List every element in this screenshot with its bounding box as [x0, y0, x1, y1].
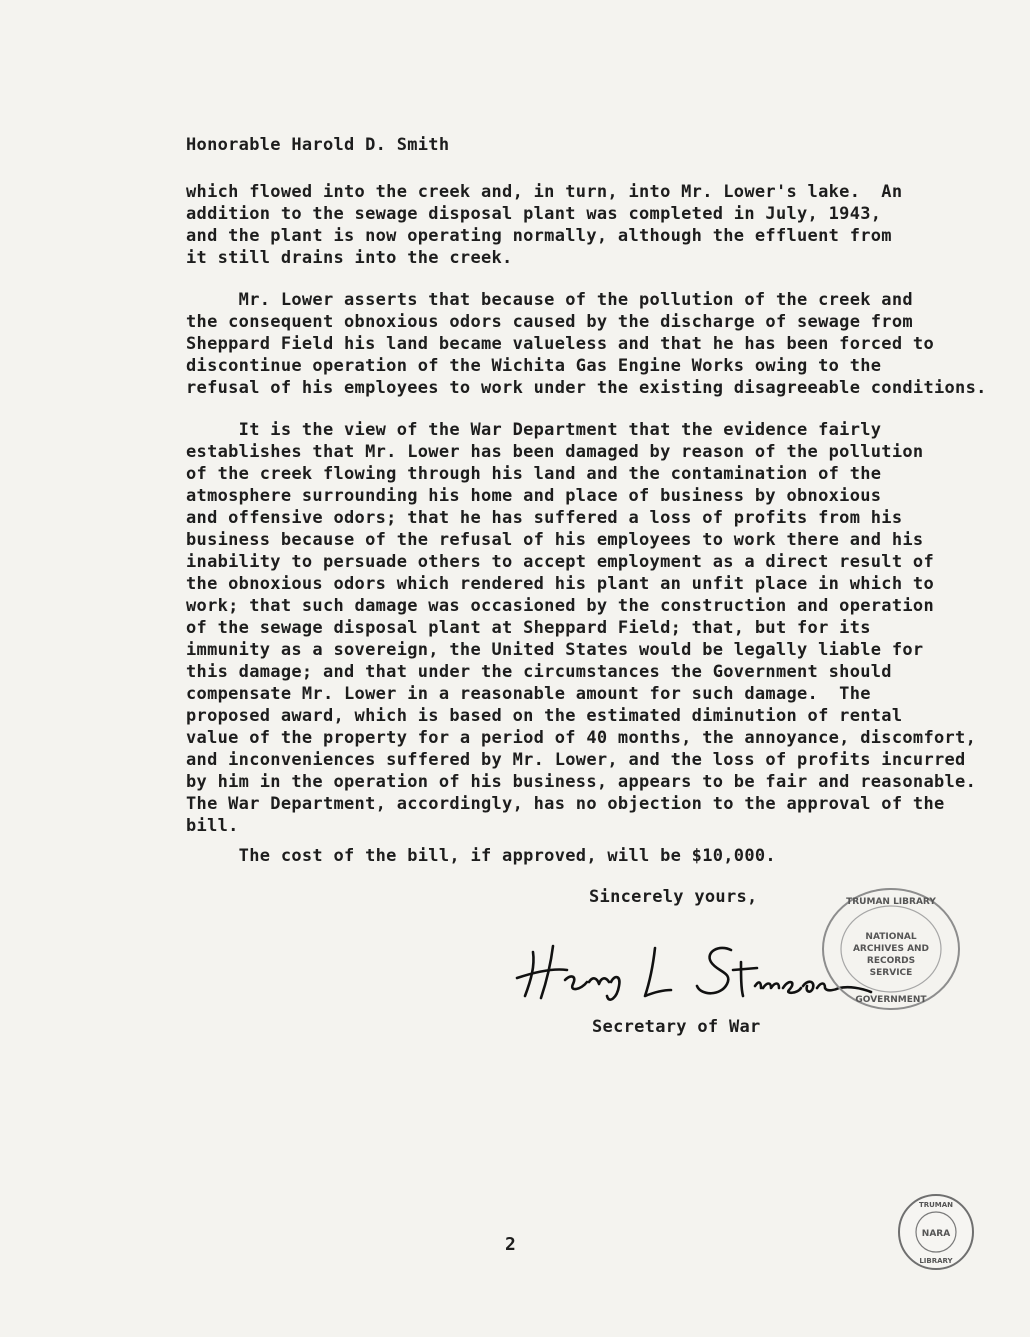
- paragraph-2-line-2: the consequent obnoxious odors caused by the discharge of sewage from: [186, 312, 913, 332]
- paragraph-3-line-10: of the sewage disposal plant at Sheppard Field; that, but for its: [186, 618, 871, 638]
- paragraph-1-line-2: addition to the sewage disposal plant was completed in July, 1943,: [186, 204, 882, 224]
- svg-text:SERVICE: SERVICE: [869, 968, 913, 978]
- paragraph-3-line-9: work; that such damage was occasioned by the construction and operation: [186, 596, 934, 616]
- paragraph-3-line-11: immunity as a sovereign, the United States would be legally liable for: [186, 640, 924, 660]
- paragraph-3-line-5: and offensive odors; that he has suffered a loss of profits from his: [186, 508, 903, 528]
- svg-text:TRUMAN LIBRARY: TRUMAN LIBRARY: [846, 897, 936, 907]
- paragraph-3-line-3: of the creek flowing through his land and the contamination of the: [186, 464, 882, 484]
- svg-text:NATIONAL: NATIONAL: [865, 932, 917, 942]
- svg-text:GOVERNMENT: GOVERNMENT: [855, 995, 927, 1005]
- paragraph-3-line-6: business because of the refusal of his employees to work there and his: [186, 530, 924, 550]
- addressee-line: Honorable Harold D. Smith: [186, 135, 450, 155]
- nara-library-stamp: [896, 1192, 976, 1272]
- paragraph-3-line-17: by him in the operation of his business, appears to be fair and reasonable.: [186, 772, 977, 792]
- paragraph-3-line-12: this damage; and that under the circumstances the Government should: [186, 662, 892, 682]
- closing-salutation: Sincerely yours,: [589, 887, 758, 907]
- paragraph-1-line-3: and the plant is now operating normally, although the effluent from: [186, 226, 892, 246]
- svg-text:NARA: NARA: [921, 1229, 951, 1239]
- archive-seal-stamp: [818, 884, 964, 1014]
- svg-text:TRUMAN: TRUMAN: [918, 1201, 954, 1209]
- paragraph-2-line-4: discontinue operation of the Wichita Gas Engine Works owing to the: [186, 356, 882, 376]
- cost-statement: The cost of the bill, if approved, will be $10,000.: [186, 846, 776, 866]
- paragraph-3-line-8: the obnoxious odors which rendered his plant an unfit place in which to: [186, 574, 934, 594]
- paragraph-3-line-18: The War Department, accordingly, has no objection to the approval of the: [186, 794, 945, 814]
- paragraph-3-line-4: atmosphere surrounding his home and place of business by obnoxious: [186, 486, 882, 506]
- paragraph-2-line-3: Sheppard Field his land became valueless and that he has been forced to: [186, 334, 934, 354]
- paragraph-3-line-14: proposed award, which is based on the estimated diminution of rental: [186, 706, 903, 726]
- paragraph-3-line-19: bill.: [186, 816, 239, 836]
- paragraph-2-line-1: Mr. Lower asserts that because of the pollution of the creek and: [186, 290, 913, 310]
- paragraph-3-line-13: compensate Mr. Lower in a reasonable amount for such damage. The: [186, 684, 871, 704]
- page-number: 2: [505, 1234, 517, 1255]
- paragraph-3-line-1: It is the view of the War Department that the evidence fairly: [186, 420, 882, 440]
- paragraph-2-line-5: refusal of his employees to work under the existing disagreeable conditions.: [186, 378, 987, 398]
- paragraph-1-line-4: it still drains into the creek.: [186, 248, 513, 268]
- svg-text:ARCHIVES AND: ARCHIVES AND: [852, 944, 930, 954]
- svg-text:LIBRARY: LIBRARY: [919, 1257, 953, 1265]
- paragraph-3-line-7: inability to persuade others to accept employment as a direct result of: [186, 552, 934, 572]
- svg-text:RECORDS: RECORDS: [866, 956, 916, 966]
- paragraph-3-line-2: establishes that Mr. Lower has been damaged by reason of the pollution: [186, 442, 924, 462]
- signer-title: Secretary of War: [592, 1017, 761, 1037]
- paragraph-3-line-16: and inconveniences suffered by Mr. Lower, and the loss of profits incurred: [186, 750, 966, 770]
- paragraph-3-line-15: value of the property for a period of 40 months, the annoyance, discomfort,: [186, 728, 977, 748]
- paragraph-1-line-1: which flowed into the creek and, in turn, into Mr. Lower's lake. An: [186, 182, 903, 202]
